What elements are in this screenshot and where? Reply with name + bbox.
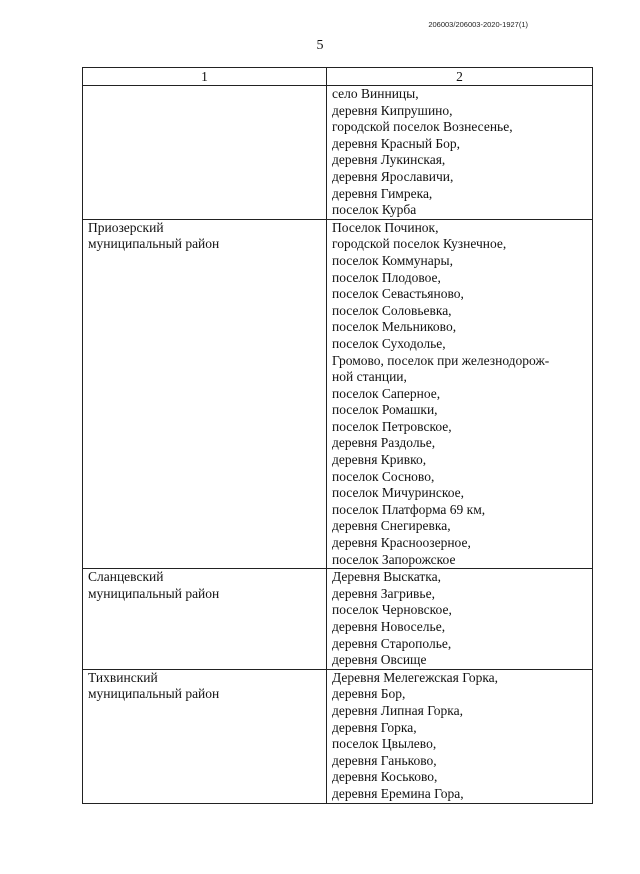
settlement-line: деревня Ярославичи, [332, 168, 454, 184]
settlement-line: деревня Новоселье, [332, 619, 446, 634]
settlement-line: поселок Соловьевка, [332, 302, 452, 318]
district-name-line: Тихвинский [88, 669, 158, 685]
settlement-line: Деревня Выскатка, [332, 569, 441, 585]
settlement-line: деревня Коськово, [332, 769, 438, 785]
settlement-line: поселок Цвылево, [332, 736, 437, 752]
table-row [83, 669, 593, 803]
settlement-line: деревня Бор, [332, 686, 406, 702]
district-name-line: Сланцевский [88, 569, 164, 585]
settlement-line: поселок Курба [332, 202, 417, 218]
settlement-line: деревня Раздолье, [332, 435, 436, 451]
settlement-line: деревня Ганьково, [332, 752, 437, 768]
settlement-line: деревня Снегиревка, [332, 518, 451, 534]
district-name-line: Приозерский [88, 219, 164, 235]
settlement-line: поселок Запорожское [332, 551, 456, 567]
district-cell [83, 569, 327, 670]
district-name-line: муниципальный район [88, 686, 220, 702]
table-row [83, 219, 593, 568]
settlement-line: деревня Липная Горка, [332, 702, 464, 718]
settlements-cell [327, 86, 593, 220]
table-row [83, 86, 593, 220]
settlement-line: деревня Гимрека, [332, 185, 433, 201]
settlement-line: деревня Еремина Гора, [332, 785, 464, 801]
settlement-line: поселок Плодовое, [332, 269, 441, 285]
settlement-line: поселок Мельниково, [332, 319, 457, 335]
district-name-line: муниципальный район [88, 236, 220, 252]
settlement-line: деревня Кривко, [332, 452, 427, 468]
district-cell [83, 219, 327, 568]
settlement-line: городской поселок Вознесенье, [332, 119, 513, 135]
settlement-line: поселок Саперное, [332, 385, 441, 401]
settlements-cell [327, 669, 593, 803]
settlement-line: ной станции, [332, 369, 407, 385]
settlement-line: деревня Горка, [332, 719, 417, 735]
settlement-line: деревня Лукинская, [332, 152, 446, 168]
settlement-line: поселок Черновское, [332, 602, 452, 618]
district-name-line: муниципальный район [88, 585, 220, 601]
settlement-line: поселок Суходолье, [332, 335, 446, 351]
settlement-line: поселок Мичуринское, [332, 485, 464, 501]
column-header-2: 2 [327, 68, 593, 86]
table-header-row [83, 68, 593, 86]
settlement-line: поселок Петровское, [332, 418, 452, 434]
settlement-line: деревня Красный Бор, [332, 135, 461, 151]
page-number: 5 [316, 38, 324, 53]
settlement-line: село Винницы, [332, 86, 419, 101]
settlement-line: поселок Платформа 69 км, [332, 501, 486, 517]
settlement-line: деревня Кипрушино, [332, 102, 453, 118]
settlements-cell [327, 219, 593, 568]
table-row [83, 569, 593, 670]
settlement-line: деревня Загривье, [332, 585, 435, 601]
settlements-cell [327, 569, 593, 670]
settlement-line: деревня Старополье, [332, 635, 452, 651]
settlement-line: деревня Красноозерное, [332, 535, 471, 551]
settlement-line: Громово, поселок при железнодорож- [332, 352, 550, 368]
settlement-line: поселок Ромашки, [332, 402, 438, 418]
district-cell [83, 86, 327, 220]
document-id: 206003/206003-2020-1927(1) [428, 20, 528, 29]
settlement-line: деревня Овсище [332, 652, 427, 668]
settlement-line: поселок Севастьяново, [332, 286, 464, 302]
district-cell [83, 669, 327, 803]
settlement-line: городской поселок Кузнечное, [332, 236, 507, 252]
settlement-line: Поселок Починок, [332, 219, 439, 235]
settlement-line: поселок Сосново, [332, 468, 435, 484]
column-header-1: 1 [83, 68, 327, 86]
settlements-table [82, 67, 593, 804]
settlement-line: поселок Коммунары, [332, 252, 453, 268]
settlement-line: Деревня Мелегежская Горка, [332, 669, 499, 685]
